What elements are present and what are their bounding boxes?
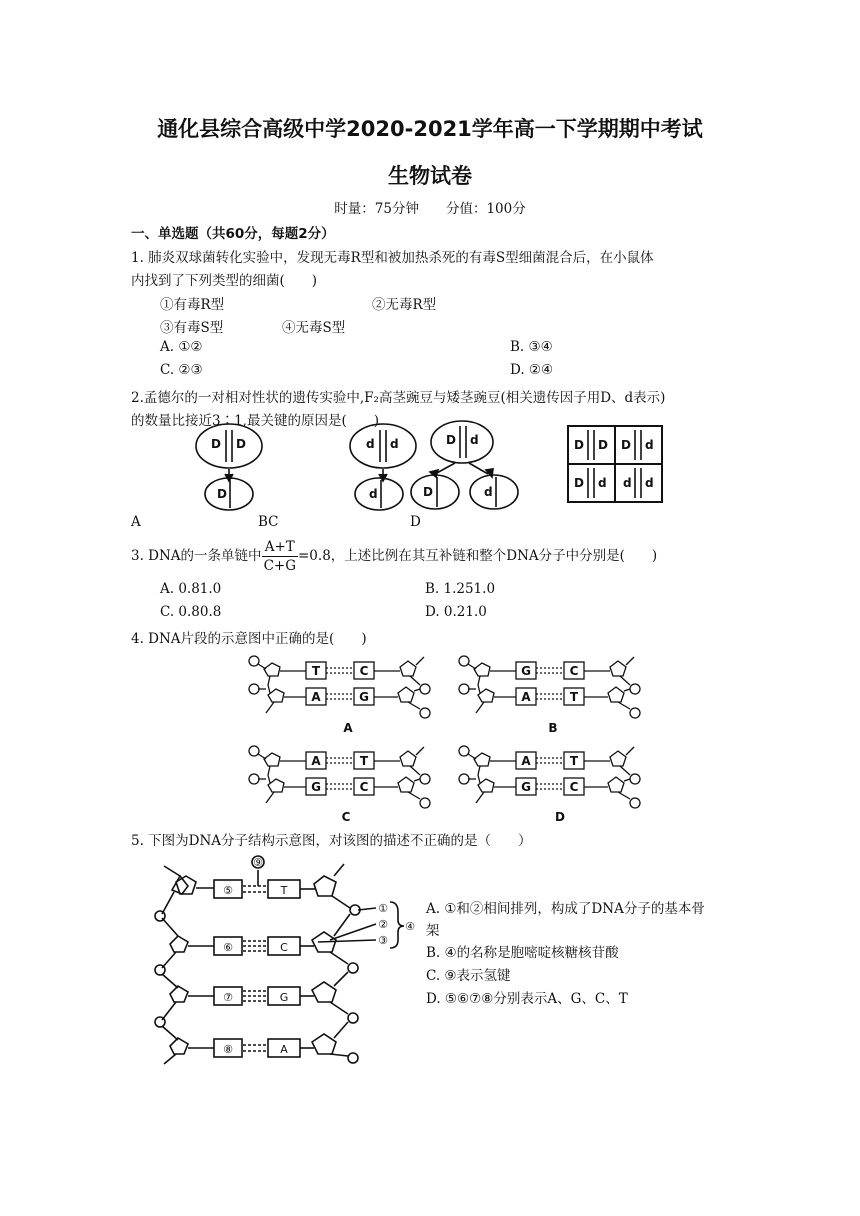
base-letter: G [521, 780, 531, 794]
q5-option-a-line2: 架 [426, 923, 440, 939]
q5-option-d: D. ⑤⑥⑦⑧分别表示A、G、C、T [426, 991, 628, 1007]
fragment-label-b: B [548, 721, 558, 735]
fragment-label-a: A [343, 721, 353, 735]
base-letter: T [569, 754, 579, 768]
base-letter: T [311, 664, 321, 678]
q5-option-b: B. ④的名称是胞嘧啶核糖核苷酸 [426, 945, 619, 961]
allele-label: d [390, 437, 399, 451]
q1-item-2: ②无毒R型 [372, 297, 437, 313]
q1-item-1: ①有毒R型 [160, 297, 225, 313]
section-heading: 一、单选题（共60分，每题2分） [131, 226, 335, 242]
q4-dna-fragments [240, 645, 650, 825]
fragment-label-d: D [555, 810, 565, 824]
exam-title: 通化县综合高级中学2020-2021学年高一下学期期中考试 [157, 117, 703, 141]
base-letter: A [521, 690, 531, 704]
base-letter: C [569, 780, 579, 794]
q1-option-a: A. ①② [160, 339, 203, 355]
exam-subtitle: 生物试卷 [388, 164, 472, 188]
base-letter: T [280, 884, 288, 897]
allele-label: d [623, 476, 632, 490]
base-letter: C [359, 664, 369, 678]
allele-label: D [217, 487, 227, 501]
q1-option-b: B. ③④ [510, 339, 553, 355]
base-letter: G [359, 690, 369, 704]
base-letter: A [311, 690, 321, 704]
label-7: ⑦ [223, 991, 233, 1004]
q1-stem-line1: 1. 肺炎双球菌转化实验中，发现无毒R型和被加热杀死的有毒S型细菌混合后，在小鼠体 [131, 250, 654, 266]
base-letter: G [279, 991, 289, 1004]
allele-label: D [423, 485, 433, 499]
allele-label: d [369, 487, 378, 501]
exam-meta: 时量：75分钟 分值：100分 [334, 201, 526, 217]
label-6: ⑥ [223, 941, 233, 954]
allele-label: D [574, 476, 584, 490]
label-1: ① [378, 902, 388, 915]
allele-label: d [645, 438, 654, 452]
allele-label: D [211, 437, 221, 451]
base-letter: C [359, 780, 369, 794]
base-letter: A [521, 754, 531, 768]
q5-dna-structure-diagram [150, 852, 420, 1067]
q3-option-c: C. 0.80.8 [160, 604, 222, 620]
fragment-label-c: C [341, 810, 351, 824]
q2-stem-line1: 2.孟德尔的一对相对性状的遗传实验中,F₂高茎豌豆与矮茎豌豆(相关遗传因子用D、d表示) [131, 390, 666, 406]
q3-option-a: A. 0.81.0 [160, 581, 222, 597]
base-letter: G [311, 780, 321, 794]
fraction-numerator: A+T [262, 538, 298, 557]
base-letter: C [280, 941, 288, 954]
q3-option-d: D. 0.21.0 [425, 604, 487, 620]
q1-item-4: ④无毒S型 [282, 320, 346, 336]
base-letter: A [311, 754, 321, 768]
fraction-denominator: C+G [263, 558, 296, 574]
label-3: ③ [378, 934, 388, 947]
q2-stem-line2: 的数量比接近3∶1,最关键的原因是( ) [131, 413, 380, 429]
allele-label: d [645, 476, 654, 490]
label-5: ⑤ [223, 884, 233, 897]
allele-label: d [366, 437, 375, 451]
base-letter: T [359, 754, 369, 768]
q3-fraction [262, 538, 298, 575]
allele-label: D [236, 437, 246, 451]
base-letter: C [569, 664, 579, 678]
q1-item-3: ③有毒S型 [160, 320, 224, 336]
base-letter: A [280, 1043, 288, 1056]
allele-label: d [470, 433, 479, 447]
q3-stem-before: 3. DNA的一条单链中 [131, 548, 262, 564]
q4-stem: 4. DNA片段的示意图中正确的是( ) [131, 631, 367, 647]
allele-label: D [574, 438, 584, 452]
q1-option-d: D. ②④ [510, 362, 554, 378]
allele-label: D [598, 438, 608, 452]
label-2: ② [378, 918, 388, 931]
label-9: ⑨ [253, 856, 263, 869]
q2-diagram [190, 416, 680, 516]
allele-label: d [484, 485, 493, 499]
base-letter: G [521, 664, 531, 678]
label-4: ④ [405, 920, 415, 933]
q1-option-c: C. ②③ [160, 362, 203, 378]
q2-label-bc: BC [258, 514, 279, 530]
q5-stem: 5. 下图为DNA分子结构示意图，对该图的描述不正确的是（ ） [131, 833, 532, 849]
allele-label: D [621, 438, 631, 452]
q5-option-c: C. ⑨表示氢键 [426, 968, 511, 984]
q3-option-b: B. 1.251.0 [425, 581, 496, 597]
q2-label-a: A [131, 514, 141, 530]
allele-label: D [446, 433, 456, 447]
q1-stem-line2: 内找到了下列类型的细菌( ) [131, 273, 318, 289]
allele-label: d [598, 476, 607, 490]
q3-stem [131, 538, 657, 575]
base-letter: T [569, 690, 579, 704]
q3-stem-after: =0.8，上述比例在其互补链和整个DNA分子中分别是( ) [298, 548, 658, 564]
q2-label-d: D [410, 514, 421, 530]
label-8: ⑧ [223, 1043, 233, 1056]
q5-option-a-line1: A. ①和②相间排列，构成了DNA分子的基本骨 [426, 901, 705, 917]
